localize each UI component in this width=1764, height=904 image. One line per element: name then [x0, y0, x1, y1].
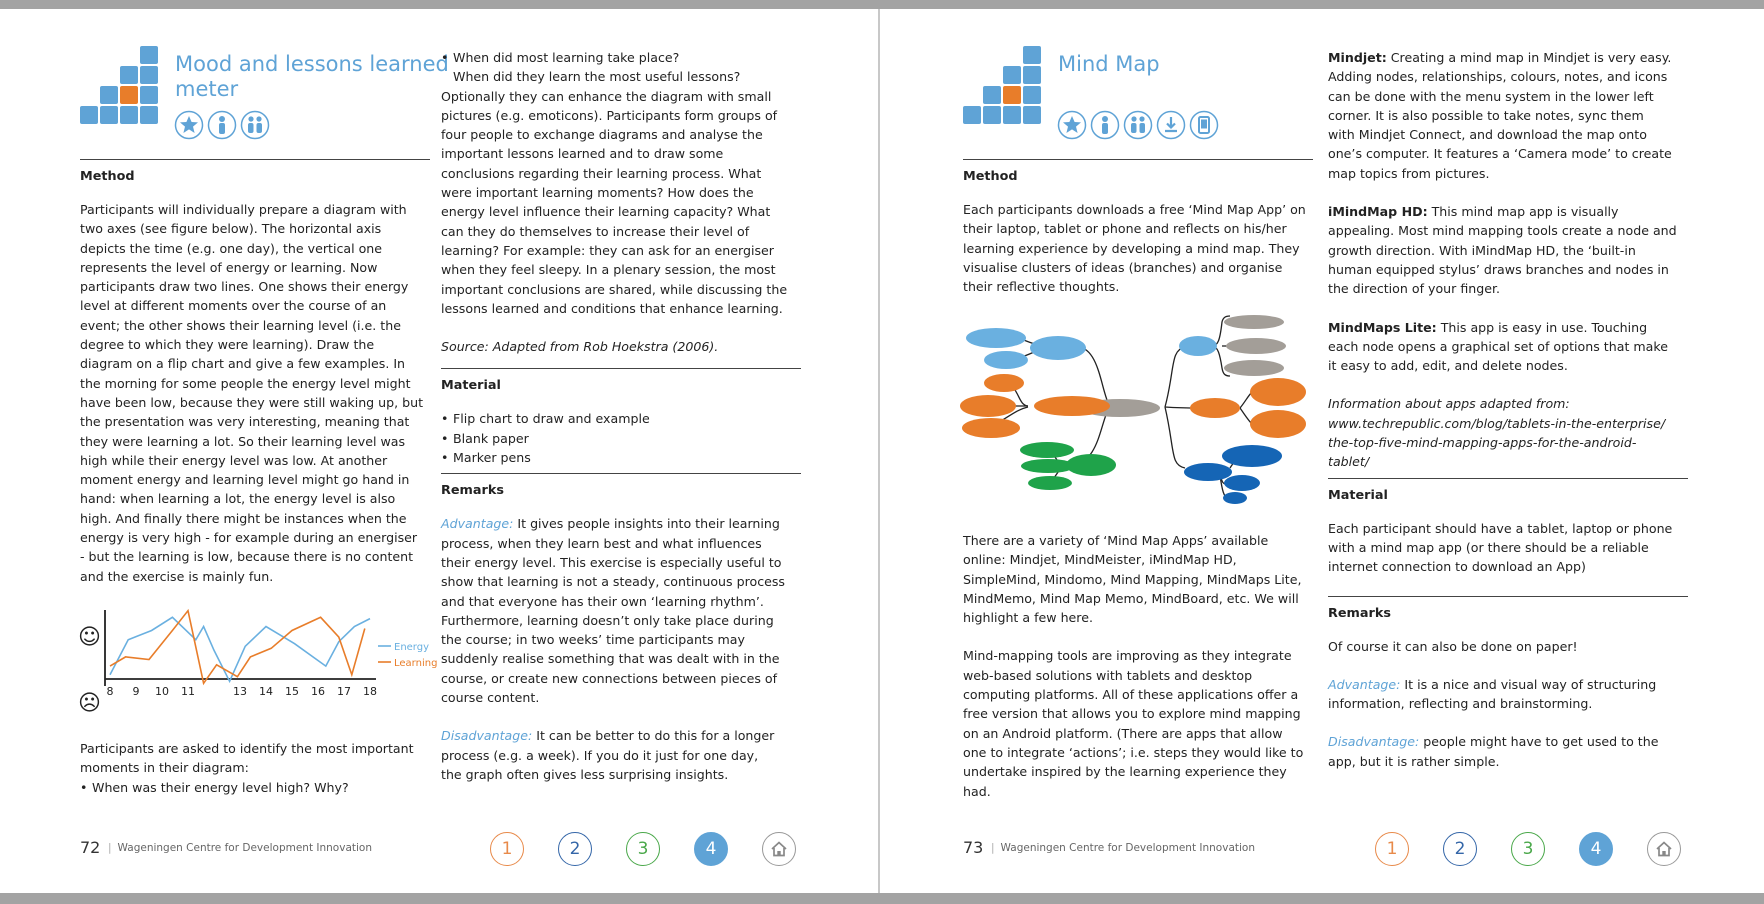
person-icon: [207, 110, 237, 140]
page-title: Mood and lessons learned meter: [175, 52, 449, 101]
x-tick-label: 14: [259, 685, 273, 698]
mind-map-illustration: [960, 310, 1310, 510]
staircase-logo: [963, 46, 1043, 126]
legend-label: Energy: [394, 642, 430, 653]
home-button[interactable]: [1647, 832, 1681, 866]
x-tick-label: 18: [363, 685, 377, 698]
remarks-heading: Remarks: [1328, 605, 1391, 621]
x-tick-label: 16: [311, 685, 325, 698]
nav-step-3-button[interactable]: 3: [626, 832, 660, 866]
list-item: • Marker pens: [441, 448, 801, 467]
list-item: • Blank paper: [441, 429, 801, 448]
star-icon: [174, 110, 204, 140]
right-col-1: Method Each participants downloads a free ‘Mind Map App’ on their laptop, tablet or phone and reflects on his/her learning experience by developing a mind map. They visualise clusters of ideas (branches) and organise their reflective thoughts.: [963, 159, 1313, 296]
list-item: • Flip chart to draw and example: [441, 409, 801, 428]
list-item: • When was their energy level high? Why?: [80, 778, 430, 797]
download-icon: [1156, 110, 1186, 140]
x-tick-label: 15: [285, 685, 299, 698]
nav-step-4-button[interactable]: 4: [1579, 832, 1613, 866]
happy-face-label: ☺: [78, 625, 101, 650]
footer-org: | Wageningen Centre for Development Innovation: [108, 842, 372, 854]
star-icon: [1057, 110, 1087, 140]
nav-step-4-button[interactable]: 4: [694, 832, 728, 866]
x-tick-label: 11: [181, 685, 195, 698]
energy-learning-chart: [78, 606, 438, 718]
page-spine: [878, 9, 880, 893]
x-tick-label: 17: [337, 685, 351, 698]
method-heading: Method: [963, 169, 1018, 184]
page-number: 73: [963, 838, 984, 857]
nav-step-1-button[interactable]: 1: [490, 832, 524, 866]
nav-step-2-button[interactable]: 2: [558, 832, 592, 866]
tablet-icon: [1189, 110, 1219, 140]
x-tick-label: 10: [155, 685, 169, 698]
left-col-1-bottom: Participants are asked to identify the most important moments in their diagram: • When was their energy level high? Why?: [80, 739, 430, 797]
person-icon: [1090, 110, 1120, 140]
x-tick-labels: [107, 685, 378, 698]
nav-step-2-button[interactable]: 2: [1443, 832, 1477, 866]
left-col-2: • When did most learning take place? When did they learn the most useful lessons? Optionally they can enhance the diagram with small pictures (e.g. emoticons). Participants form groups of four people to exchange diagrams and analyse the important lessons learned and to draw some conclusions regarding their learning process. What were important learning moments? How does the energy level influence their learning capacity? What can they do themselves to increase their level of learning? For example: they can ask for an energiser when they feel sleepy. In a plenary session, the most important conclusions are shared, while discussing the lessons learned and conditions that enhance learning. Source: Adapted from Rob Hoekstra (2006). Material • Flip chart to draw and example • Blank paper • Marker pens Remarks Advantage: It gives people insights into their learning process, when they learn best and what influences their energy level. This exercise is especially useful to show that learning is not a steady, continuous process and that everyone has their own ‘learning rhythm’. Furthermore, learning doesn’t only take place during the course; in two weeks’ time participants may suddenly realise something that was dealt with in the course, or create new connections between pieces of course content. Disadvantage: It can be better to do this for a longer process (e.g. a week). If you do it just for one day, the graph often gives less surprising insights.: [441, 48, 801, 784]
right-col-1-bottom: There are a variety of ‘Mind Map Apps’ available online: Mindjet, MindMeister, iMindMap HD, SimpleMind, Mindomo, Mind Mapping, MindMaps Lite, MindMemo, Mind Map Memo, MindBoard, etc. We will highlight a few here. Mind-mapping tools are improving as they integrate web-based solutions with tablets and desktop computing platforms. All of these applications offer a free version that allows you to explore mind mapping on an Android platform. (There are apps that allow one to integrate ‘actions’; i.e. steps they would like to undertake inspired by the learning experience they had.: [963, 533, 1304, 799]
method-heading: Method: [80, 169, 135, 184]
footer-org: | Wageningen Centre for Development Innovation: [991, 842, 1255, 854]
nav-step-3-button[interactable]: 3: [1511, 832, 1545, 866]
right-col-2: Mindjet: Creating a mind map in Mindjet is very easy. Adding nodes, relationships, colours, notes, and icons can be done with the menu system in the lower left corner. It is also possible to take notes, sync them with Mindjet Connect, and download the map onto one’s computer. It features a ‘Camera mode’ to create map topics from pictures. iMindMap HD: This mind map app is visually appealing. Most mind mapping tools create a node and growth direction. With iMindMap HD, the ‘built-in human equipped stylus’ draws branches and nodes in the direction of your finger. MindMaps Lite: This app is easy in use. Touching each node opens a graphical set of options that make it easy to add, edit, and delete nodes. Information about apps adapted from: www.techrepublic.com/blog/tablets-in-the-enterprise/ the-top-five-mind-mapping-apps-for-the-android- tablet/ Material Each participant should have a tablet, laptop or phone with a mind map app (or there should be a reliable internet connection to download an App) Remarks Of course it can also be done on paper! Advantage: It is a nice and visual way of structuring information, reflecting and brainstorming. Disadvantage: people might have to get used to the app, but it is rather simple.: [1328, 48, 1688, 771]
chart-series: [110, 611, 370, 684]
bottom-bar: [0, 893, 1764, 904]
method-text: Participants will individually prepare a diagram with two axes (see figure below). The horizontal axis depicts the time (e.g. one day), the vertical one represents the level of energy or learning. Now participants draw two lines. One shows their energy level at different moments over the course of an event; the other shows their learning level (i.e. the degree to which they were learning). Draw the diagram on a flip chart and give a few examples. In the morning for some people the energy level might have been low, because they were still waking up, but the presentation was very interesting, meaning that they were learning a lot. So their learning level was high while their energy level was low. At another moment energy and learning level might go hand in hand: when learning a lot, the energy level is also high. And finally there might be instances when the energy is very high - for example during an energiser - but the learning is low, because there is no content and the exercise is mainly fun.: [80, 202, 424, 584]
activity-icons: [1057, 110, 1219, 140]
top-bar: [0, 0, 1764, 9]
home-icon: [770, 840, 788, 858]
source-note: Source: Adapted from Rob Hoekstra (2006).: [441, 339, 719, 355]
x-tick-label: 13: [233, 685, 247, 698]
source-link: www.techrepublic.com/blog/tablets-in-the-enterprise/: [1328, 415, 1666, 431]
material-heading: Material: [441, 378, 501, 394]
list-item: • When did most learning take place?: [441, 48, 801, 67]
page-title: Mind Map: [1058, 52, 1160, 76]
material-heading: Material: [1328, 487, 1388, 503]
group-icon: [1123, 110, 1153, 140]
x-tick-label: 9: [132, 685, 140, 698]
activity-icons: [174, 110, 270, 140]
remarks-heading: Remarks: [441, 483, 504, 499]
group-icon: [240, 110, 270, 140]
home-button[interactable]: [762, 832, 796, 866]
staircase-logo: [80, 46, 160, 126]
left-col-1: [80, 159, 430, 586]
legend-label: Learning: [394, 658, 438, 669]
page-number: 72: [80, 838, 101, 857]
sad-face-label: ☹: [78, 691, 101, 716]
series-line-learning: [110, 611, 365, 684]
home-icon: [1655, 840, 1673, 858]
x-tick-label: 8: [106, 685, 114, 698]
material-list: [441, 409, 801, 467]
chart-legend: [378, 642, 437, 669]
nav-step-1-button[interactable]: 1: [1375, 832, 1409, 866]
